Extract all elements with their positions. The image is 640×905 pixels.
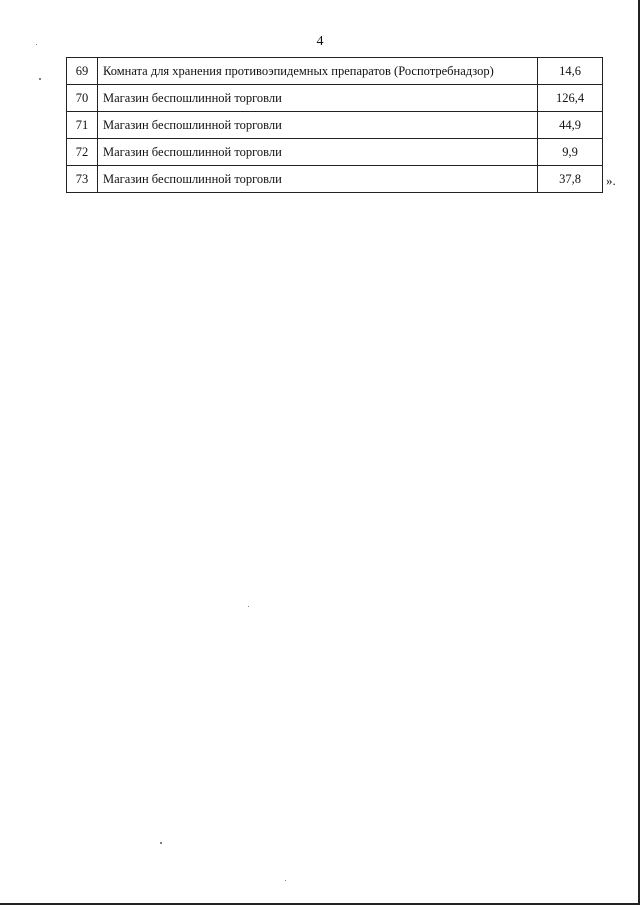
premise-area: 44,9	[538, 112, 603, 139]
table-row	[67, 112, 603, 139]
row-number: 72	[67, 139, 98, 166]
premise-name: Магазин беспошлинной торговли	[98, 166, 538, 193]
scan-speck	[285, 880, 286, 881]
premises-table	[66, 57, 603, 193]
table-row	[67, 166, 603, 193]
premise-area: 126,4	[538, 85, 603, 112]
row-number: 71	[67, 112, 98, 139]
page-number: 4	[316, 34, 324, 49]
scan-speck	[39, 78, 41, 80]
table-row	[67, 85, 603, 112]
premise-name: Магазин беспошлинной торговли	[98, 112, 538, 139]
table-row	[67, 58, 603, 85]
row-number: 69	[67, 58, 98, 85]
premise-name: Магазин беспошлинной торговли	[98, 139, 538, 166]
premise-area: 9,9	[538, 139, 603, 166]
premise-area: 14,6	[538, 58, 603, 85]
closing-quote: ».	[606, 173, 616, 188]
row-number: 70	[67, 85, 98, 112]
row-number: 73	[67, 166, 98, 193]
scan-speck	[36, 44, 37, 45]
premise-name: Магазин беспошлинной торговли	[98, 85, 538, 112]
scan-speck	[248, 606, 249, 607]
premise-area: 37,8	[538, 166, 603, 193]
table-row	[67, 139, 603, 166]
premise-name: Комната для хранения противоэпидемных препаратов (Роспотребнадзор)	[98, 58, 538, 85]
scan-speck	[160, 842, 162, 844]
